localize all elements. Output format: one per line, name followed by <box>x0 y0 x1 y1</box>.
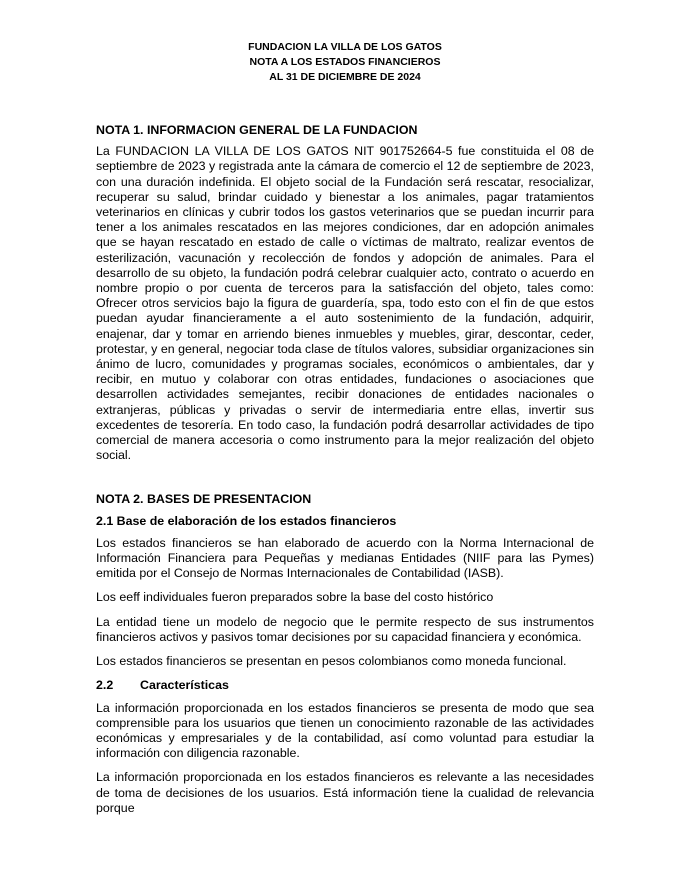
document-body <box>96 123 594 825</box>
section-spacer <box>96 472 594 492</box>
nota1-heading: NOTA 1. INFORMACION GENERAL DE LA FUNDACION <box>96 123 418 137</box>
section-2-2-paragraph-2: La información proporcionada en los estados financieros es relevante a las necesidades de toma de decisiones de los usuarios. Está información tiene la cualidad de relevancia porque <box>96 770 594 815</box>
section-2-2-number: 2.2 <box>96 678 114 693</box>
header-document-title: NOTA A LOS ESTADOS FINANCIEROS <box>249 56 441 68</box>
section-2-1-paragraph-1: Los estados financieros se han elaborado de acuerdo con la Norma Internacional de Información Financiera para Pequeñas y medianas Entidades (NIIF para las Pymes) emitida por el Consejo de Normas Internacionales de Contabilidad (IASB). <box>96 535 594 581</box>
document-header <box>0 40 690 85</box>
section-2-1-heading: 2.1 Base de elaboración de los estados financieros <box>96 513 397 528</box>
section-2-2-heading <box>96 678 594 693</box>
section-2-1-paragraph-3: La entidad tiene un modelo de negocio que le permite respecto de sus instrumentos financieros activos y pasivos tomar decisiones por su capacidad financiera y económica. <box>96 614 594 644</box>
header-period: AL 31 DE DICIEMBRE DE 2024 <box>269 71 421 83</box>
header-organization-name: FUNDACION LA VILLA DE LOS GATOS <box>248 41 442 53</box>
section-2-2-paragraph-1: La información proporcionada en los estados financieros se presenta de modo que sea comprensible para los usuarios que tienen un conocimiento razonable de las actividades económicas y empresariales y de la contabilidad, así como voluntad para estudiar la información con diligencia razonable. <box>96 700 594 761</box>
section-2-1-paragraph-2: Los eeff individuales fueron preparados sobre la base del costo histórico <box>96 590 494 605</box>
section-2-2-title: Características <box>140 678 229 693</box>
section-2-1-paragraph-4: Los estados financieros se presentan en pesos colombianos como moneda funcional. <box>96 654 567 669</box>
nota1-paragraph: La FUNDACION LA VILLA DE LOS GATOS NIT 901752664-5 fue constituida el 08 de septiembre de 2023 y registrada ante la cámara de comercio el 12 de septiembre de 2023, con una duración indefinida. El objeto social de la Fundación será rescatar, resocializar, recuperar su salud, brindar cuidado y bienestar a los animales, pagar tratamientos veterinarios en clínicas y cubrir todos los gastos veterinarios que se puedan incurrir para tener a los animales rescatados en las mejores condiciones, dar en adopción animales que se hayan rescatado en estado de calle o víctimas de maltrato, realizar eventos de esterilización, vacunación y recolección de fondos y adopción de animales. Para el desarrollo de su objeto, la fundación podrá celebrar cualquier acto, contrato o acuerdo en nombre propio o por cuenta de terceros para la satisfacción del objeto, tales como: Ofrecer otros servicios bajo la figura de guardería, spa, todo esto con el fin de que estos puedan ayudar financieramente a el auto sostenimiento de la fundación, adquirir, enajenar, dar y tomar en arriendo bienes inmuebles y muebles, girar, descontar, ceder, protestar, y en general, negociar toda clase de títulos valores, subsidiar organizaciones sin ánimo de lucro, comunidades y programas sociales, económicos o ambientales, dar y recibir, en mutuo y colaborar con otras entidades, fundaciones o asociaciones que desarrollen actividades semejantes, recibir donaciones de entidades nacionales o extranjeras, públicas y privadas o servir de intermediaria entre ellas, invertir sus excedentes de tesorería. En todo caso, la fundación podrá desarrollar actividades de tipo comercial de manera accesoria o como instrumento para la mejor realización del objeto social. <box>96 144 594 463</box>
nota2-heading: NOTA 2. BASES DE PRESENTACION <box>96 492 312 507</box>
